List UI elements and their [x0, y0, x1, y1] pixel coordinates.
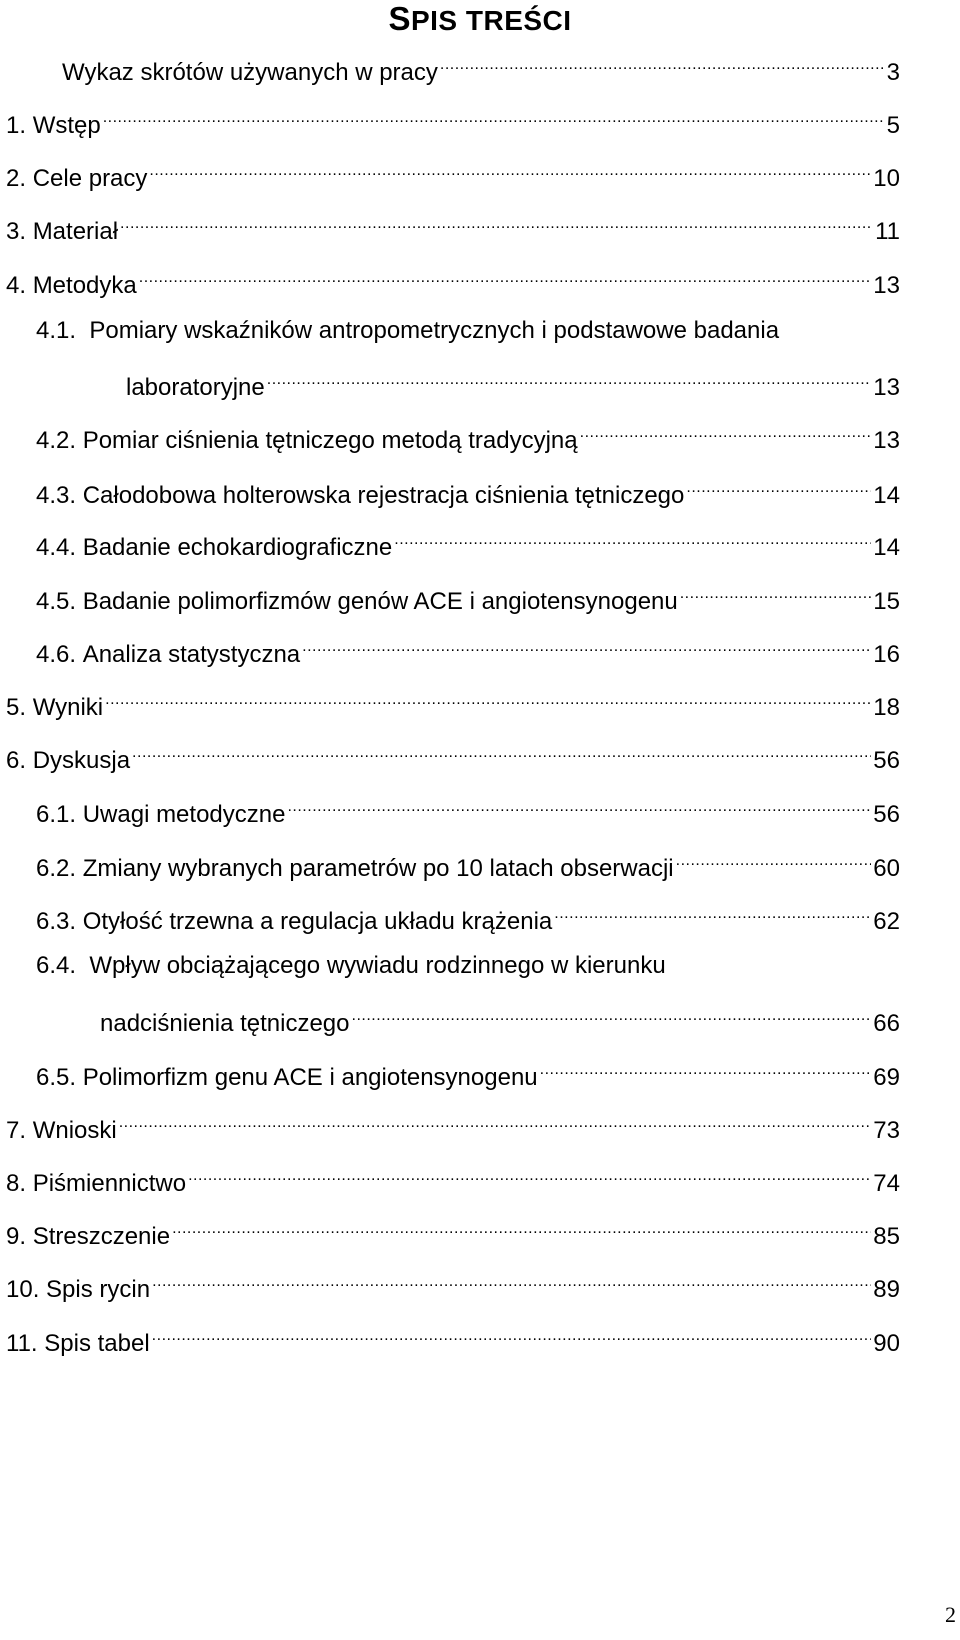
- toc-entry-page: 85: [873, 1223, 900, 1250]
- toc-entry-material[interactable]: [6, 207, 900, 245]
- toc-entry-number: 4.1.: [36, 317, 77, 344]
- toc-entry-page: 90: [873, 1330, 900, 1357]
- toc-entry-6-5[interactable]: [36, 1053, 900, 1091]
- leader-dots: [287, 790, 871, 822]
- toc-entry-text: Uwagi metodyczne: [82, 801, 286, 828]
- toc-entry-page: 10: [873, 165, 900, 192]
- leader-dots: [352, 999, 872, 1031]
- toc-entry-text: Polimorfizm genu ACE i angiotensynogenu: [82, 1064, 538, 1091]
- leader-dots: [267, 363, 872, 395]
- toc-entry-text-line1: Pomiary wskaźników antropometrycznych i podstawowe badania: [89, 317, 780, 344]
- toc-entry-number: 5.: [6, 694, 27, 721]
- toc-entry-abbreviations[interactable]: [62, 48, 900, 86]
- toc-entry-number: 4.: [6, 272, 27, 299]
- toc-entry-number: 6.3.: [36, 908, 77, 935]
- toc-entry-results[interactable]: [6, 683, 900, 721]
- toc-entry-list-of-tables[interactable]: [6, 1319, 900, 1357]
- toc-entry-page: 15: [873, 588, 900, 615]
- page-title-rest: PIS TREŚCI: [410, 5, 572, 36]
- toc-entry-page: 69: [873, 1064, 900, 1091]
- toc-entry-number: 11.: [6, 1330, 38, 1357]
- toc-entry-number: 6.: [6, 747, 27, 774]
- leader-dots: [394, 523, 871, 555]
- leader-dots: [120, 207, 873, 239]
- toc-entry-page: 14: [873, 482, 900, 509]
- toc-entry-text: Analiza statystyczna: [82, 641, 301, 668]
- toc-entry-page: 73: [873, 1117, 900, 1144]
- toc-entry-text: Wnioski: [32, 1117, 117, 1144]
- toc-entry-6-3[interactable]: [36, 897, 900, 935]
- toc-entry-number: 10.: [6, 1276, 40, 1303]
- toc-entry-page: 13: [873, 374, 900, 401]
- toc-entry-number: 4.2.: [36, 427, 77, 454]
- toc-entry-text: laboratoryjne: [126, 374, 265, 401]
- toc-entry-introduction[interactable]: [6, 101, 900, 139]
- toc-entry-page: 89: [873, 1276, 900, 1303]
- toc-entry-6-4[interactable]: [100, 999, 900, 1037]
- leader-dots: [152, 1319, 872, 1351]
- leader-dots: [119, 1106, 872, 1138]
- toc-entry-text: Otyłość trzewna a regulacja układu krążenia: [82, 908, 553, 935]
- toc-entry-number: 6.4.: [36, 952, 77, 979]
- toc-entry-text: Spis rycin: [46, 1276, 151, 1303]
- toc-entry-number: 6.5.: [36, 1064, 77, 1091]
- toc-entry-text-line1: Wpływ obciążającego wywiadu rodzinnego w kierunku: [89, 952, 666, 979]
- toc-entry-text: Streszczenie: [32, 1223, 171, 1250]
- leader-dots: [188, 1159, 871, 1191]
- toc-entry-page: 62: [873, 908, 900, 935]
- toc-entry-text: nadciśnienia tętniczego: [100, 1010, 350, 1037]
- leader-dots: [132, 736, 871, 768]
- toc-entry-4-6[interactable]: [36, 630, 900, 668]
- toc-entry-text: Wyniki: [32, 694, 104, 721]
- toc-entry-references[interactable]: [6, 1159, 900, 1197]
- leader-dots: [149, 154, 871, 186]
- toc-entry-text: Badanie echokardiograficzne: [82, 534, 393, 561]
- toc-entry-page: 56: [873, 747, 900, 774]
- page-title-initial: S: [388, 0, 411, 37]
- toc-entry-page: 56: [873, 801, 900, 828]
- toc-entry-number: 4.6.: [36, 641, 77, 668]
- toc-entry-text: Spis tabel: [44, 1330, 150, 1357]
- toc-entry-text: Piśmiennictwo: [32, 1170, 187, 1197]
- leader-dots: [686, 471, 871, 503]
- toc-entry-page: 60: [873, 855, 900, 882]
- toc-entry-text: Wykaz skrótów używanych w pracy: [62, 59, 438, 86]
- toc-entry-number: 3.: [6, 218, 27, 245]
- leader-dots: [554, 897, 871, 929]
- toc-entry-4-2[interactable]: [36, 416, 900, 454]
- toc-entry-number: 6.2.: [36, 855, 77, 882]
- leader-dots: [139, 261, 872, 293]
- toc-entry-4-5[interactable]: [36, 577, 900, 615]
- toc-entry-page: 11: [875, 218, 900, 245]
- toc-entry-aims[interactable]: [6, 154, 900, 192]
- toc-entry-page: 13: [873, 427, 900, 454]
- leader-dots: [440, 48, 885, 80]
- toc-entry-page: 13: [873, 272, 900, 299]
- toc-entry-page: 18: [873, 694, 900, 721]
- toc-entry-4-1[interactable]: [126, 363, 900, 401]
- leader-dots: [680, 577, 872, 609]
- toc-entry-page: 14: [873, 534, 900, 561]
- page-number: 2: [945, 1602, 956, 1627]
- toc-entry-methods[interactable]: [6, 261, 900, 299]
- toc-entry-text: Dyskusja: [32, 747, 131, 774]
- toc-entry-page: 66: [873, 1010, 900, 1037]
- toc-entry-6-1[interactable]: [36, 790, 900, 828]
- leader-dots: [540, 1053, 872, 1085]
- toc-entry-number: 4.4.: [36, 534, 77, 561]
- toc-entry-text: Całodobowa holterowska rejestracja ciśnienia tętniczego: [82, 482, 685, 509]
- leader-dots: [152, 1265, 871, 1297]
- toc-entry-text: Pomiar ciśnienia tętniczego metodą tradycyjną: [82, 427, 578, 454]
- toc-entry-discussion[interactable]: [6, 736, 900, 774]
- toc-entry-text: Wstęp: [32, 112, 101, 139]
- toc-entry-text: Zmiany wybranych parametrów po 10 latach obserwacji: [82, 855, 674, 882]
- toc-entry-number: 1.: [6, 112, 27, 139]
- toc-entry-number: 4.5.: [36, 588, 77, 615]
- leader-dots: [580, 416, 872, 448]
- leader-dots: [105, 683, 871, 715]
- toc-entry-number: 8.: [6, 1170, 27, 1197]
- toc-entry-4-4[interactable]: [36, 523, 900, 561]
- toc-entry-number: 9.: [6, 1223, 27, 1250]
- leader-dots: [103, 101, 885, 133]
- toc-entry-number: 7.: [6, 1117, 27, 1144]
- toc-entry-number: 4.3.: [36, 482, 77, 509]
- toc-entry-6-4-line1[interactable]: [36, 950, 666, 982]
- toc-entry-list-of-figures[interactable]: [6, 1265, 900, 1303]
- toc-entry-page: 74: [873, 1170, 900, 1197]
- toc-entry-text: Badanie polimorfizmów genów ACE i angiotensynogenu: [82, 588, 678, 615]
- toc-entry-text: Cele pracy: [32, 165, 148, 192]
- leader-dots: [172, 1212, 871, 1244]
- toc-entry-page: 16: [873, 641, 900, 668]
- toc-entry-number: 2.: [6, 165, 27, 192]
- toc-entry-summary[interactable]: [6, 1212, 900, 1250]
- toc-entry-text: Metodyka: [32, 272, 137, 299]
- toc-entry-number: 6.1.: [36, 801, 77, 828]
- toc-entry-text: Materiał: [32, 218, 119, 245]
- toc-entry-4-3[interactable]: [36, 471, 900, 509]
- leader-dots: [676, 844, 872, 876]
- leader-dots: [302, 630, 871, 662]
- toc-entry-page: 3: [886, 59, 900, 86]
- toc-entry-4-1-line1[interactable]: [36, 315, 779, 347]
- toc-entry-page: 5: [886, 112, 900, 139]
- toc-entry-6-2[interactable]: [36, 844, 900, 882]
- toc-entry-conclusions[interactable]: [6, 1106, 900, 1144]
